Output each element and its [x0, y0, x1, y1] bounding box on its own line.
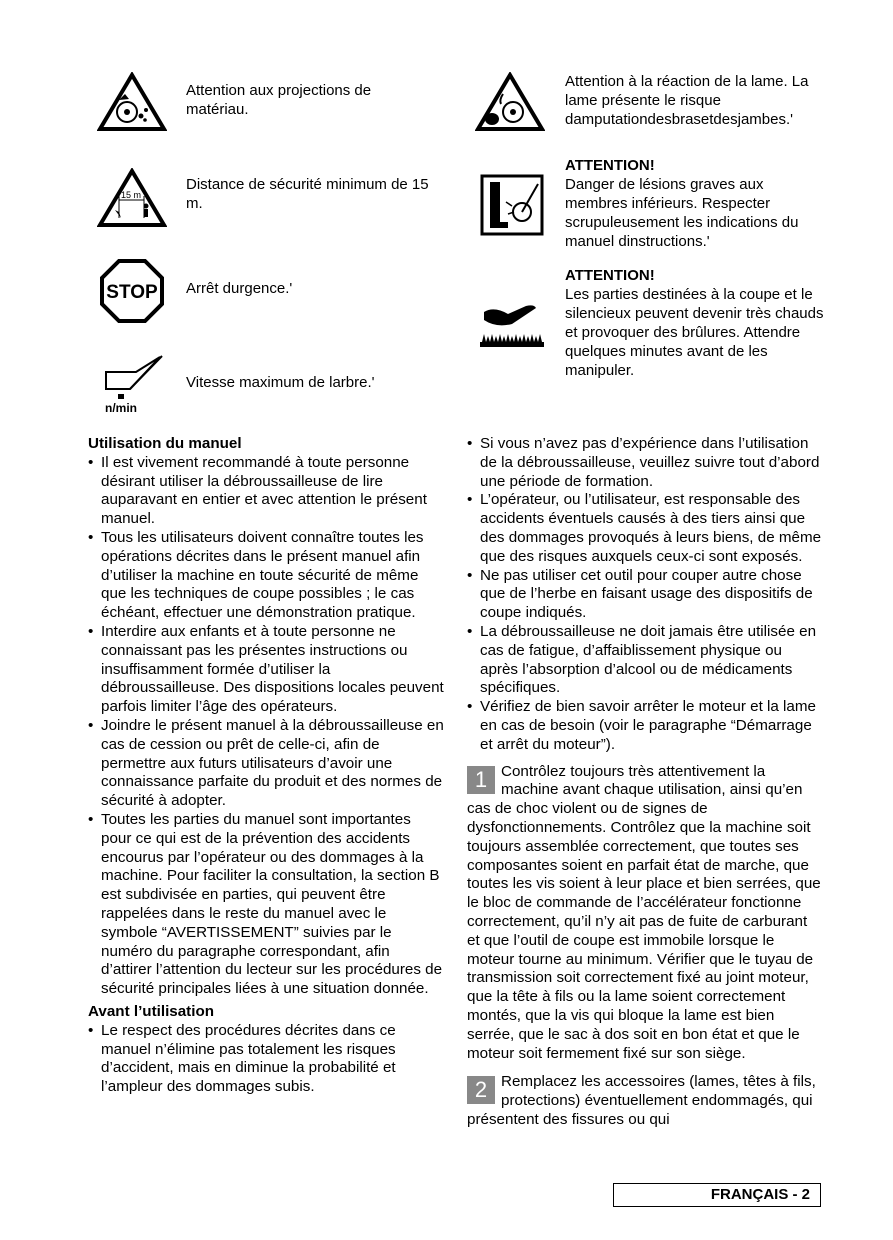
list-item: • Ne pas utiliser cet outil pour couper autre chose que de l’herbe en faisant usage des dispositifs de coupe indiqués. [467, 567, 823, 623]
leg-injury-text: Danger de lésions graves aux membres inférieurs. Respecter scrupuleusement les indications du manuel dinstructions.' [565, 176, 799, 250]
projection-icon [97, 72, 167, 132]
left-column [88, 435, 444, 1097]
blade-reaction-caption: Attention à la réaction de la lame. La lame présente le risque damputationdesbrasetdesjambes.' [565, 73, 809, 128]
list-item: • La débroussailleuse ne doit jamais être utilisée en cas de fatigue, d’affaiblissement physique ou après l’absorption d’alcool ou de médicaments spécifiques. [467, 623, 823, 698]
hot-surface-caption [565, 266, 827, 380]
paragraph-2-text: Remplacez les accessoires (lames, têtes à fils, protections) éventuellement endommagés, qui présentent des fissures ou qui [467, 1073, 816, 1128]
page-footer: FRANÇAIS - 2 [613, 1183, 821, 1207]
hot-surface-icon [478, 298, 546, 354]
manual-list [88, 454, 444, 999]
paragraph-1 [467, 763, 823, 1064]
speed-caption: Vitesse maximum de larbre.' [186, 374, 375, 391]
stop-caption: Arrêt durgence.' [186, 280, 293, 297]
list-item: • Tous les utilisateurs doivent connaître toutes les opérations décrites dans le présent manuel afin d’utiliser la machine en toute sécurité de même que les techniques de coupe possibles ; le cas échéant, effectuer une démonstration pratique. [88, 529, 444, 623]
list-item: • Joindre le présent manuel à la débroussailleuse en cas de cession ou prêt de celle-ci, afin de permettre aux futurs utilisateurs d’avoir une connaissance parfaite du produit et des normes de sécurité à adopter. [88, 717, 444, 811]
right-column [467, 435, 823, 1130]
paragraph-number-1: 1 [467, 766, 495, 794]
hot-surface-text: Les parties destinées à la coupe et le silencieux peuvent devenir très chauds et provoquer des brûlures. Attendre quelques minutes avant de les manipuler. [565, 286, 824, 379]
projection-caption: Attention aux projections de matériau. [186, 82, 372, 118]
leg-injury-caption [565, 156, 825, 251]
list-item: • Le respect des procédures décrites dans ce manuel n’élimine pas totalement les risques d’accident, mais en diminue la probabilité et l’ampleur des dommages subis. [88, 1022, 444, 1097]
list-item: • Toutes les parties du manuel sont importantes pour ce qui est de la prévention des accidents encourus par l’opérateur ou des dommages à la machine. Pour faciliter la consultation, la section B est subdivisée en parties, qui peuvent être rappelées dans le reste du manuel avec le symbole “AVERTISSEMENT” suivies par le numéro du paragraphe correspondant, afin d’attirer l’attention du lecteur sur les procédures de sécurité principales liées à une situation donnée. [88, 811, 444, 999]
leg-injury-icon [480, 174, 544, 236]
distance-icon [97, 168, 167, 228]
paragraph-number-2: 2 [467, 1076, 495, 1104]
svg-text:15 m: 15 m [121, 190, 142, 200]
blade-reaction-icon [475, 72, 545, 132]
list-item: • Il est vivement recommandé à toute personne désirant utiliser la débroussailleuse de lire auparavant en entier et avec attention le présent manuel. [88, 454, 444, 529]
stop-icon [100, 259, 164, 323]
right-list [467, 435, 823, 755]
paragraph-2 [467, 1073, 823, 1129]
section-heading-manual: Utilisation du manuel [88, 435, 242, 452]
hot-surface-title: ATTENTION! [565, 267, 655, 284]
section-heading-before-use: Avant l’utilisation [88, 1002, 215, 1020]
leg-injury-title: ATTENTION! [565, 157, 655, 174]
distance-caption: Distance de sécurité minimum de 15 m. [186, 176, 429, 212]
list-item: • Interdire aux enfants et à toute personne ne connaissant pas les présentes instructions ou insuffisamment formée d’utiliser la débroussailleuse. Des dispositions locales peuvent parfois limiter l’âge des opérateurs. [88, 623, 444, 717]
list-item: • L’opérateur, ou l’utilisateur, est responsable des accidents éventuels causés à des tiers ainsi que des dommages provoqués à leurs biens, de même que des risques auxquels ceux-ci sont exposés. [467, 491, 823, 566]
speed-icon [100, 354, 170, 416]
svg-text:STOP: STOP [106, 282, 158, 303]
paragraph-1-text: Contrôlez toujours très attentivement la machine avant chaque utilisation, ainsi qu’en cas de choc violent ou de signes de dysfonctionnements. Contrôlez que la machine soit toujours assemblée correctement, que toutes ses composantes soient en parfait état de marche, que toutes les vis soient à leur place et bien serrées, que le bloc de commande de l’accélérateur fonctionne correctement, qu’il n’y ait pas de fuite de carburant et que l’outil de coupe est immobile lorsque le moteur tourne au minimum. Vérifier que le tuyau de transmission soit correctement fixé au joint moteur, que la tête à fils ou la lame soient correctement montés, que la vis qui bloque la lame est bien serrée, que le sac à dos soit en bon état et que le moteur soit fermement fixé sur son siège. [467, 762, 821, 1062]
list-item: • Vérifiez de bien savoir arrêter le moteur et la lame en cas de besoin (voir le paragraphe “Démarrage et arrêt du moteur”). [467, 698, 823, 754]
before-use-list [88, 1022, 444, 1097]
list-item: • Si vous n’avez pas d’expérience dans l’utilisation de la débroussailleuse, veuillez suivre tout d’abord une période de formation. [467, 435, 823, 491]
svg-text:n/min: n/min [105, 401, 137, 415]
